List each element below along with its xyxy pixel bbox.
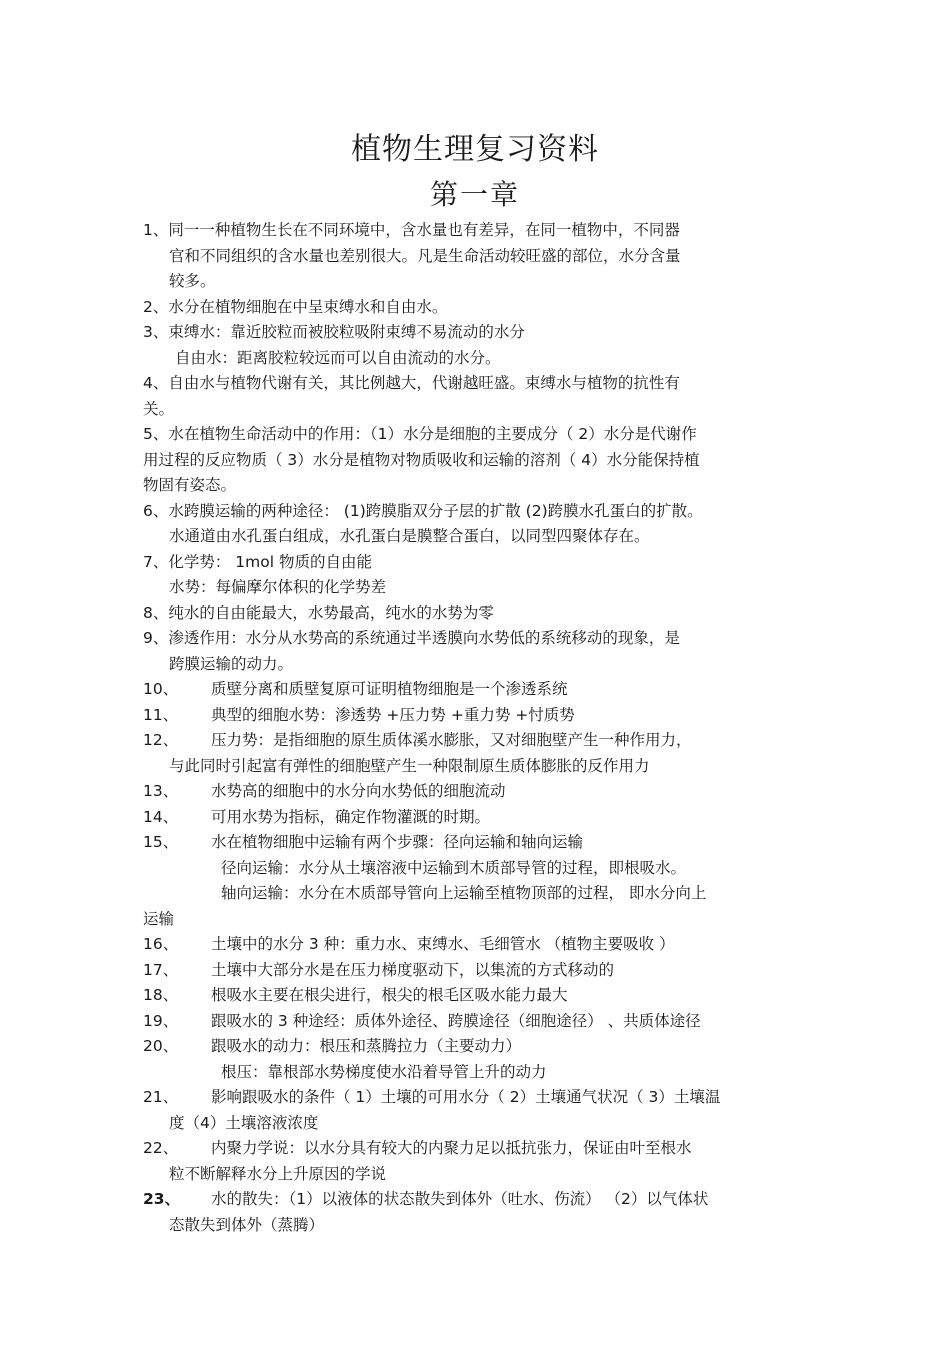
item-text: 可用水势为指标，确定作物灌溉的时期。 [211, 807, 491, 826]
item-text: 自由水与植物代谢有关，其比例越大，代谢越旺盛。束缚水与植物的抗性有 [168, 374, 680, 392]
item-text: 官和不同组织的含水量也差别很大。凡是生命活动较旺盛的部位，水分含量 [169, 246, 681, 265]
list-item [143, 830, 808, 932]
list-item [143, 1136, 808, 1187]
item-number: 4、 [143, 374, 169, 392]
item-text: 化学势： 1mol 物质的自由能 [168, 552, 372, 571]
item-text: 土壤中大部分水是在压力梯度驱动下，以集流的方式移动的 [211, 960, 615, 979]
chapter-heading: 第一章 [429, 178, 520, 211]
document-title: 植物生理复习资料 [351, 132, 599, 167]
item-text: 水跨膜运输的两种途径： (1)跨膜脂双分子层的扩散 (2)跨膜水孔蛋白的扩散。 [168, 501, 703, 520]
item-text: 压力势：是指细胞的原生质体溪水膨胀，又对细胞壁产生一种作用力， [211, 731, 692, 749]
notes-list [143, 218, 808, 1238]
item-number: 7、 [143, 552, 169, 571]
item-text: 典型的细胞水势：渗透势 +压力势 +重力势 +忖质势 [211, 705, 575, 724]
item-text: 跟吸水的动力：根压和蒸腾拉力（主要动力） [211, 1037, 522, 1055]
item-text: 态散失到体外（蒸腾） [169, 1215, 325, 1234]
item-text: 较多。 [169, 272, 216, 290]
list-item [143, 626, 808, 677]
item-number: 23、 [143, 1190, 181, 1208]
item-text: 运输 [143, 909, 175, 928]
list-item [143, 983, 808, 1009]
list-item [143, 728, 808, 779]
item-number: 15、 [143, 833, 179, 851]
item-number: 5、 [143, 425, 169, 443]
item-text: 用过程的反应物质（ 3）水分是植物对物质吸收和运输的溶剂（ 4）水分能保持植 [143, 450, 700, 469]
list-item [143, 550, 808, 601]
item-text: 渗透作用：水分从水势高的系统通过半透膜向水势低的系统移动的现象，是 [168, 629, 680, 647]
list-item [143, 1034, 808, 1085]
list-item [143, 1085, 808, 1136]
list-item [143, 779, 808, 805]
item-text: 纯水的自由能最大，水势最高，纯水的水势为零 [168, 603, 494, 622]
item-text: 根压：靠根部水势梯度使水沿着导管上升的动力 [221, 1062, 547, 1081]
item-number: 10、 [143, 680, 179, 698]
list-item [143, 422, 808, 499]
item-text: 轴向运输：水分在木质部导管向上运输至植物顶部的过程， 即水分向上 [221, 884, 707, 902]
list-item [143, 1009, 808, 1035]
list-item [143, 218, 808, 295]
item-text: 水势高的细胞中的水分向水势低的细胞流动 [211, 782, 506, 800]
item-number: 1、 [143, 221, 169, 239]
item-text: 度（4）土壤溶液浓度 [169, 1113, 319, 1132]
item-text: 影响跟吸水的条件（ 1）土壤的可用水分（ 2）土壤通气状况（ 3）土壤温 [211, 1088, 721, 1106]
item-number: 22、 [143, 1139, 179, 1157]
item-number: 19、 [143, 1011, 179, 1030]
list-item [143, 371, 808, 422]
item-text: 质壁分离和质壁复原可证明植物细胞是一个渗透系统 [211, 680, 568, 698]
item-text: 水的散失：（1）以液体的状态散失到体外（吐水、伤流） （2）以气体状 [211, 1190, 709, 1208]
item-number: 11、 [143, 705, 179, 724]
item-text: 关。 [143, 399, 175, 418]
item-number: 3、 [143, 323, 169, 341]
item-text: 水分在植物细胞在中呈束缚水和自由水。 [168, 297, 448, 316]
list-item [143, 601, 808, 627]
item-text: 束缚水：靠近胶粒而被胶粒吸附束缚不易流动的水分 [168, 323, 525, 341]
item-number: 21、 [143, 1088, 179, 1106]
item-text: 土壤中的水分 3 种：重力水、束缚水、毛细管水 （植物主要吸收 ） [211, 935, 675, 953]
item-number: 17、 [143, 960, 179, 979]
item-text: 跨膜运输的动力。 [169, 654, 294, 673]
item-number: 20、 [143, 1037, 179, 1055]
item-number: 12、 [143, 731, 179, 749]
item-number: 8、 [143, 603, 169, 622]
item-text: 径向运输：水分从土壤溶液中运输到木质部导管的过程，即根吸水。 [221, 858, 687, 877]
item-text: 水通道由水孔蛋白组成，水孔蛋白是膜整合蛋白，以同型四聚体存在。 [169, 527, 650, 545]
item-text: 内聚力学说：以水分具有较大的内聚力足以抵抗张力，保证由叶至根水 [211, 1139, 692, 1157]
item-text: 跟吸水的 3 种途经：质体外途径、跨膜途径（细胞途径） 、共质体途径 [211, 1011, 701, 1030]
item-number: 14、 [143, 807, 179, 826]
item-text: 根吸水主要在根尖进行，根尖的根毛区吸水能力最大 [211, 986, 568, 1004]
list-item [143, 320, 808, 371]
item-number: 13、 [143, 782, 179, 800]
item-number: 9、 [143, 629, 169, 647]
list-item [143, 805, 808, 831]
item-text: 水在植物生命活动中的作用：（1）水分是细胞的主要成分（ 2）水分是代谢作 [168, 425, 697, 443]
item-text: 水在植物细胞中运输有两个步骤：径向运输和轴向运输 [211, 833, 584, 851]
item-number: 6、 [143, 501, 169, 520]
list-item [143, 1187, 808, 1238]
item-text: 自由水：距离胶粒较远而可以自由流动的水分。 [175, 348, 501, 367]
item-text: 与此同时引起富有弹性的细胞壁产生一种限制原生质体膨胀的反作用力 [169, 756, 650, 775]
list-item [143, 958, 808, 984]
list-item [143, 295, 808, 321]
list-item [143, 932, 808, 958]
item-number: 18、 [143, 986, 179, 1004]
item-text: 水势：每偏摩尔体积的化学势差 [169, 578, 387, 596]
item-number: 2、 [143, 297, 169, 316]
list-item [143, 677, 808, 703]
list-item [143, 499, 808, 550]
item-number: 16、 [143, 935, 179, 953]
item-text: 同一一种植物生长在不同环境中，含水量也有差异，在同一植物中，不同器 [168, 221, 680, 239]
item-text: 粒不断解释水分上升原因的学说 [169, 1164, 387, 1183]
list-item [143, 703, 808, 729]
item-text: 物固有姿态。 [143, 476, 237, 494]
